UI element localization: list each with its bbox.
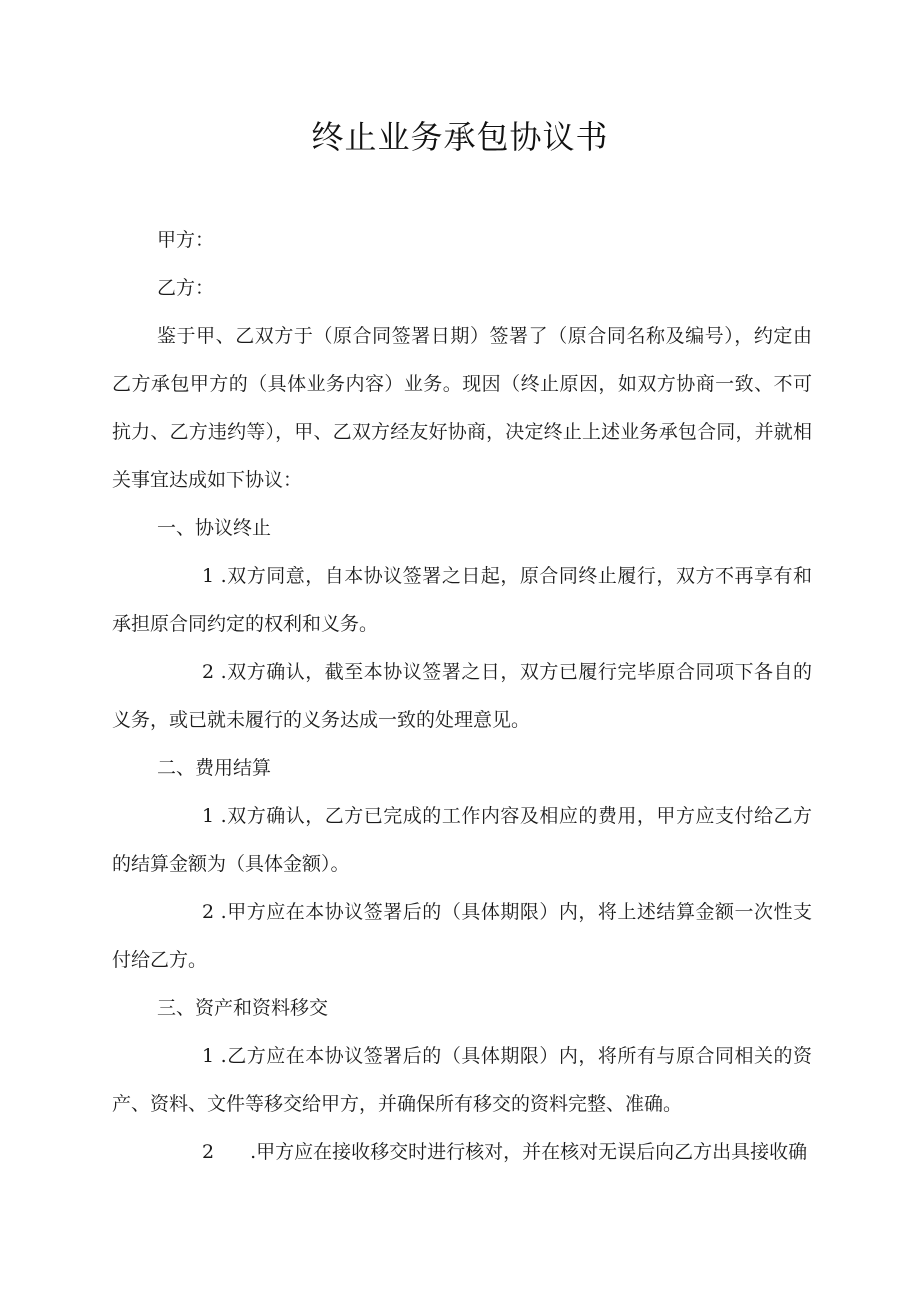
clause-text: .甲方应在接收移交时进行核对，并在核对无误后向乙方出具接收确 (250, 1141, 808, 1163)
clause-3-1 (112, 1032, 812, 1128)
clause-text: .乙方应在本协议签署后的（具体期限）内，将所有与原合同相关的资产、资料、文件等移交给甲方，并确保所有移交的资料完整、准确。 (112, 1045, 813, 1115)
clause-text: .双方确认，截至本协议签署之日，双方已履行完毕原合同项下各自的义务，或已就未履行的义务达成一致的处理意见。 (112, 661, 813, 731)
clause-2-1 (112, 792, 812, 888)
section-heading-settlement: 二、费用结算 (157, 757, 272, 779)
document-title: 终止业务承包协议书 (311, 118, 609, 156)
clause-1-1 (112, 552, 812, 648)
clause-text: .双方确认，乙方已完成的工作内容及相应的费用，甲方应支付给乙方的结算金额为（具体金额）。 (112, 805, 813, 875)
party-b-line: 乙方： (157, 277, 215, 299)
party-a-line: 甲方： (157, 229, 215, 251)
clause-number: 1 (202, 565, 215, 587)
clause-number: 2 (202, 661, 215, 683)
clause-number: 1 (202, 1045, 215, 1067)
clause-number: 2 (202, 1141, 215, 1163)
clause-number: 2 (202, 901, 215, 923)
document-body (112, 216, 812, 1176)
clause-2-2 (112, 888, 812, 984)
preamble-paragraph: 鉴于甲、乙双方于（原合同签署日期）签署了（原合同名称及编号），约定由乙方承包甲方的（具体业务内容）业务。现因（终止原因，如双方协商一致、不可抗力、乙方违约等），甲、乙双方经友好协商，决定终止上述业务承包合同，并就相关事宜达成如下协议： (112, 325, 812, 491)
clause-3-2 (112, 1128, 812, 1176)
clause-number: 1 (202, 805, 215, 827)
clause-text: .甲方应在本协议签署后的（具体期限）内，将上述结算金额一次性支付给乙方。 (112, 901, 813, 971)
section-heading-handover: 三、资产和资料移交 (157, 997, 329, 1019)
clause-text: .双方同意，自本协议签署之日起，原合同终止履行，双方不再享有和承担原合同约定的权利和义务。 (112, 565, 813, 635)
clause-1-2 (112, 648, 812, 744)
section-heading-termination: 一、协议终止 (157, 517, 272, 539)
